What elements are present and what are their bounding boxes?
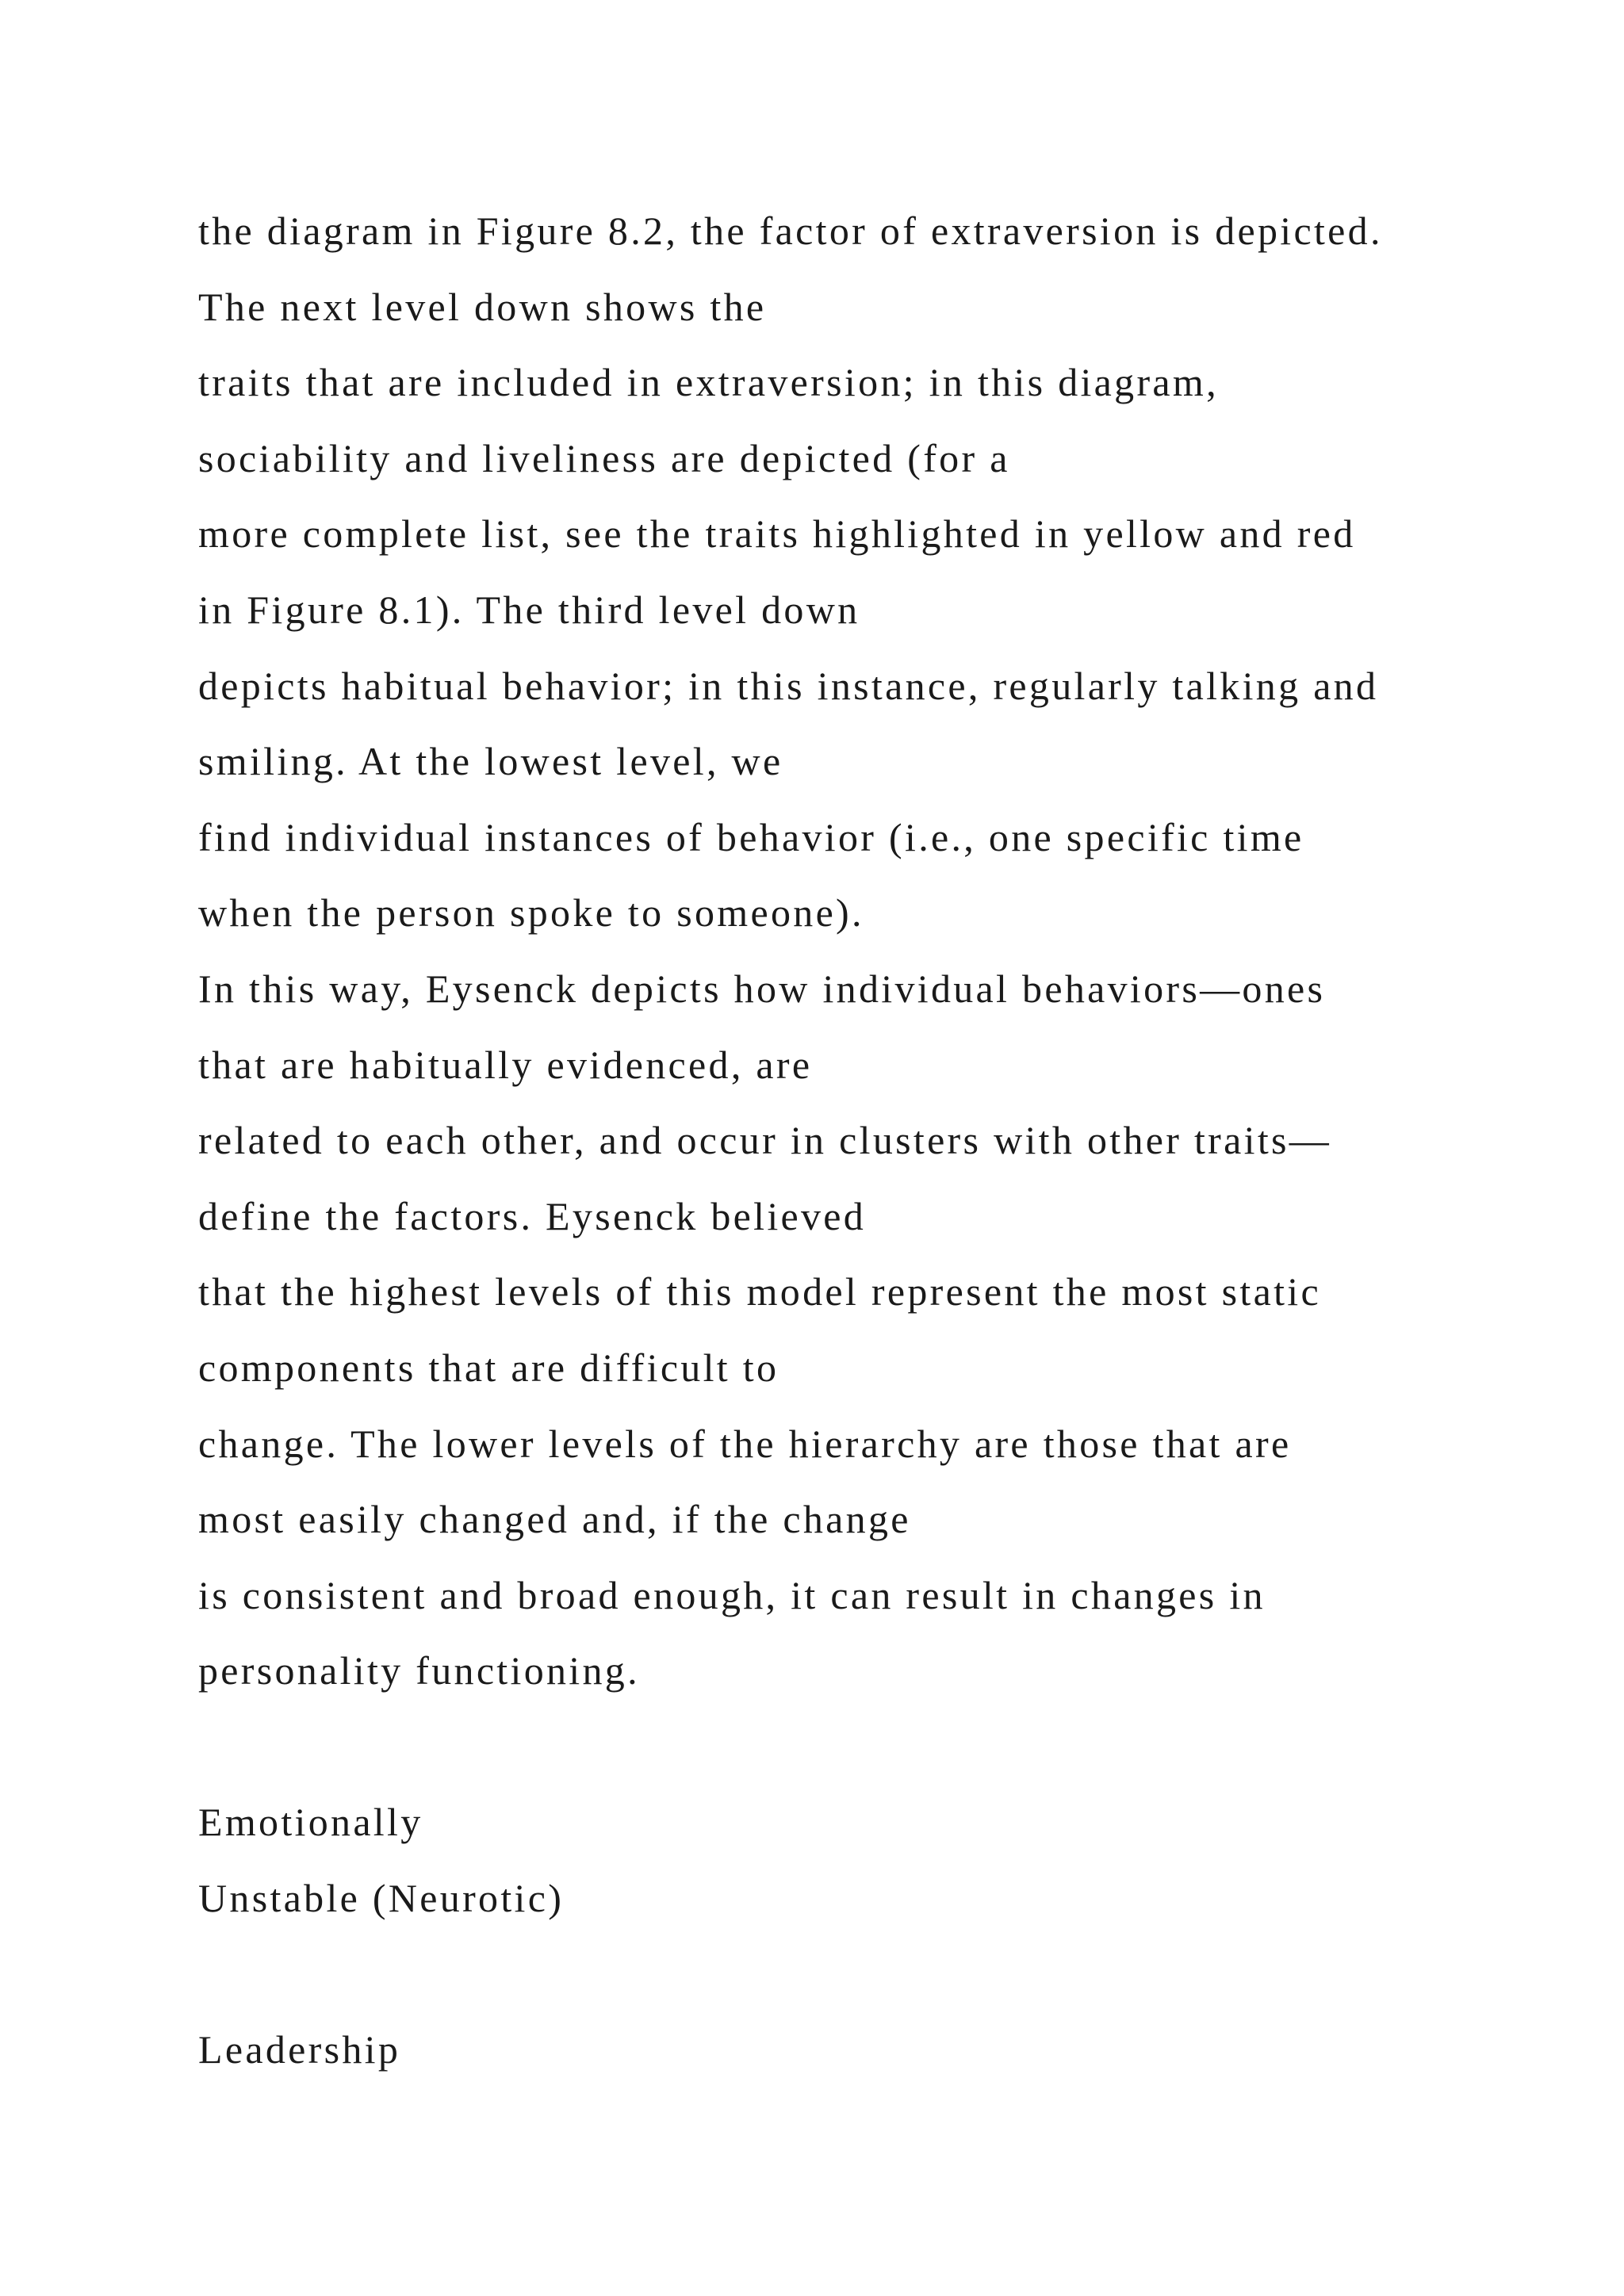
blank-line: [198, 1937, 1594, 2013]
body-text: [198, 193, 1594, 2088]
text-line: personality functioning.: [198, 1648, 640, 1693]
text-line: sociability and liveliness are depicted (for a: [198, 435, 1010, 480]
text-line: the diagram in Figure 8.2, the factor of extraversion is depicted.: [198, 209, 1383, 253]
text-line: that the highest levels of this model represent the most static: [198, 1269, 1321, 1314]
text-line: The next level down shows the: [198, 284, 767, 329]
text-line: when the person spoke to someone).: [198, 890, 864, 936]
label-leadership: Leadership: [198, 2027, 401, 2072]
text-line: traits that are included in extraversion; in this diagram,: [198, 360, 1219, 405]
text-line: find individual instances of behavior (i.e., one specific time: [198, 814, 1304, 859]
label-unstable-neurotic: Unstable (Neurotic): [198, 1876, 565, 1921]
text-line: smiling. At the lowest level, we: [198, 739, 783, 784]
label-emotionally: Emotionally: [198, 1800, 423, 1845]
text-line: components that are difficult to: [198, 1345, 779, 1390]
text-line: depicts habitual behavior; in this instance, regularly talking and: [198, 663, 1379, 708]
text-line: related to each other, and occur in clusters with other traits—: [198, 1118, 1332, 1163]
text-line: more complete list, see the traits highlighted in yellow and red: [198, 511, 1356, 557]
text-line: In this way, Eysenck depicts how individual behaviors—ones: [198, 966, 1326, 1011]
text-line: most easily changed and, if the change: [198, 1497, 911, 1542]
text-line: that are habitually evidenced, are: [198, 1042, 813, 1087]
text-line: in Figure 8.1). The third level down: [198, 587, 860, 632]
text-line: define the factors. Eysenck believed: [198, 1193, 867, 1238]
text-line: change. The lower levels of the hierarchy are those that are: [198, 1421, 1292, 1466]
text-line: is consistent and broad enough, it can result in changes in: [198, 1572, 1266, 1617]
blank-line: [198, 1709, 1594, 1785]
